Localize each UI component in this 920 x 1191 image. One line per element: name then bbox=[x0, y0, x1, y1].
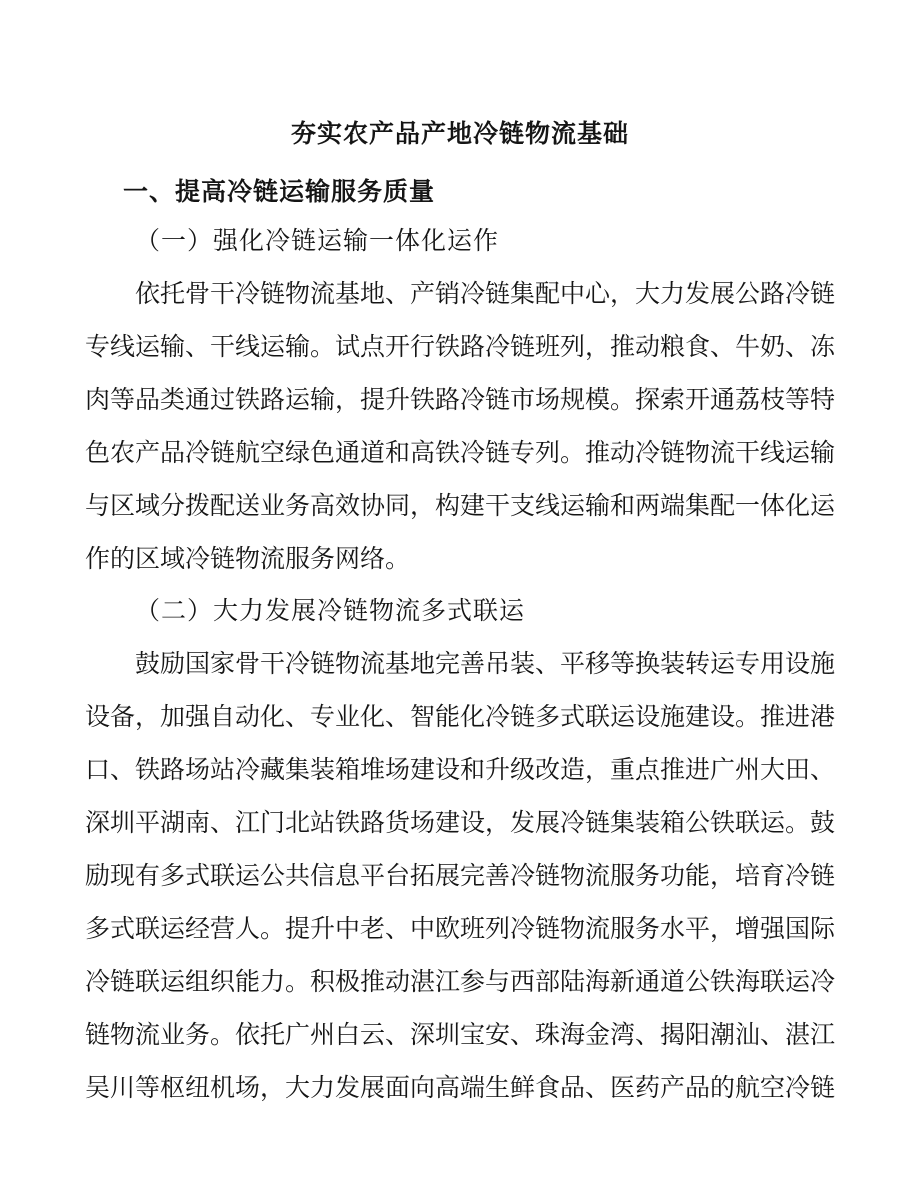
paragraph-line: 鼓励国家骨干冷链物流基地完善吊装、平移等换装转运专用设施 bbox=[135, 651, 835, 678]
paragraph-line: 励现有多式联运公共信息平台拓展完善冷链物流服务功能，培育冷链 bbox=[85, 863, 835, 890]
paragraph-line: 链物流业务。依托广州白云、深圳宝安、珠海金湾、揭阳潮汕、湛江 bbox=[85, 1022, 835, 1049]
paragraph-line: 依托骨干冷链物流基地、产销冷链集配中心，大力发展公路冷链 bbox=[135, 281, 835, 308]
subsection-heading: （二）大力发展冷链物流多式联运 bbox=[135, 598, 526, 625]
paragraph bbox=[85, 638, 835, 1115]
paragraph-line: 多式联运经营人。提升中老、中欧班列冷链物流服务水平，增强国际 bbox=[85, 916, 835, 943]
paragraph-line: 专线运输、干线运输。试点开行铁路冷链班列，推动粮食、牛奶、冻 bbox=[85, 334, 835, 361]
section-heading: 一、提高冷链运输服务质量 bbox=[123, 179, 436, 206]
paragraph-line: 与区域分拨配送业务高效协同，构建干支线运输和两端集配一体化运 bbox=[85, 493, 835, 520]
paragraph-line: 设备，加强自动化、专业化、智能化冷链多式联运设施建设。推进港 bbox=[85, 704, 835, 731]
paragraph-line: 冷链联运组织能力。积极推动湛江参与西部陆海新通道公铁海联运冷 bbox=[85, 969, 835, 996]
document-blocks bbox=[85, 170, 835, 1115]
document-title: 夯实农产品产地冷链物流基础 bbox=[290, 121, 629, 148]
paragraph-line: 肉等品类通过铁路运输，提升铁路冷链市场规模。探索开通荔枝等特 bbox=[85, 387, 835, 414]
subsection-heading: （一）强化冷链运输一体化运作 bbox=[135, 228, 500, 255]
paragraph-line: 吴川等枢纽机场，大力发展面向高端生鲜食品、医药产品的航空冷链 bbox=[85, 1075, 835, 1102]
paragraph bbox=[85, 268, 835, 586]
paragraph-line: 作的区域冷链物流服务网络。 bbox=[85, 546, 411, 573]
paragraph-line: 口、铁路场站冷藏集装箱堆场建设和升级改造，重点推进广州大田、 bbox=[85, 757, 835, 784]
paragraph-line: 色农产品冷链航空绿色通道和高铁冷链专列。推动冷链物流干线运输 bbox=[85, 440, 835, 467]
paragraph-line: 深圳平湖南、江门北站铁路货场建设，发展冷链集装箱公铁联运。鼓 bbox=[85, 810, 835, 837]
